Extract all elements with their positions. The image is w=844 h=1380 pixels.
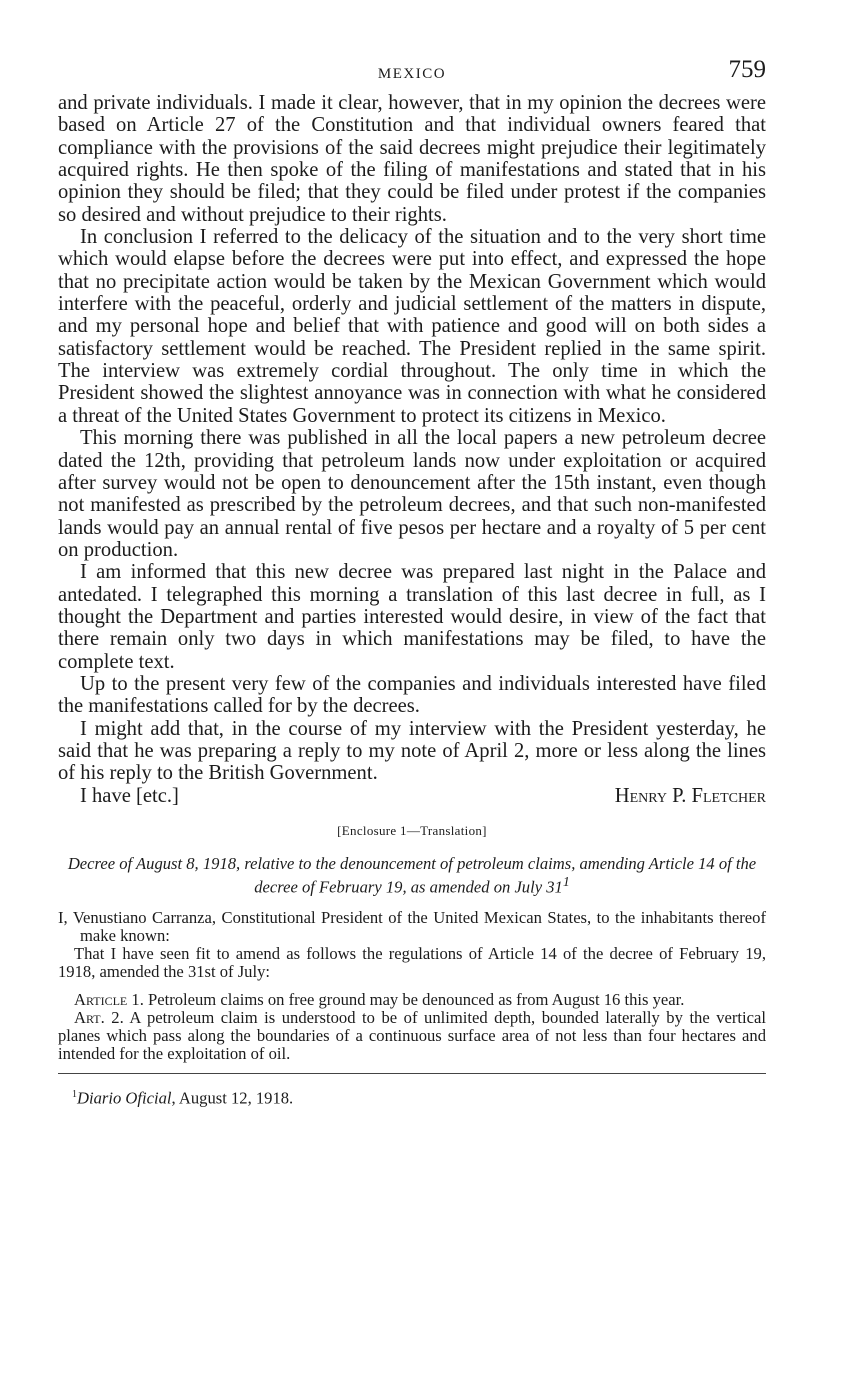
document-page bbox=[58, 56, 766, 1107]
letter-paragraph: and private individuals. I made it clear, however, that in my opinion the decrees were based on Article 27 of the Constitution and that individual owners feared that compliance with the provisions of the said decrees might prejudice their legitimately acquired rights. He then spoke of the filing of manifestations and stated that in his opinion they should be filed; that they could be filed under protest if the companies so desired and without prejudice to their rights. bbox=[58, 92, 766, 226]
footnote bbox=[58, 1086, 766, 1108]
article-label: Art. bbox=[74, 1007, 105, 1027]
letter-paragraph: This morning there was published in all the local papers a new petroleum decree dated the 12th, providing that petroleum lands now under exploitation or acquired after survey would not be open to denouncement after the 15th instant, even though not manifested as prescribed by the petroleum decrees, and that such non-manifested lands would pay an annual rental of five pesos per hectare and a royalty of 5 per cent on production. bbox=[58, 427, 766, 561]
footnote-reference: 1 bbox=[562, 874, 570, 889]
decree-title bbox=[58, 855, 766, 897]
decree-article-1 bbox=[58, 991, 766, 1009]
decree-article-2 bbox=[58, 1009, 766, 1063]
letter-closing bbox=[58, 785, 766, 807]
letter-paragraph: I am informed that this new decree was prepared last night in the Palace and antedated. I telegraphed this morning a translation of this last decree in full, as I thought the Department and parties interested would desire, in view of the fact that there remain only two days in which manifestations may be filed, to have the complete text. bbox=[58, 561, 766, 673]
running-title: MEXICO bbox=[377, 66, 447, 82]
decree-title-text: Decree of August 8, 1918, relative to the denouncement of petroleum claims, amending Article 14 of the decree of February 19, as amended on July 31 bbox=[67, 854, 757, 897]
signature: Henry P. Fletcher bbox=[614, 784, 766, 807]
article-text: 1. Petroleum claims on free ground may be denounced as from August 16 this year. bbox=[127, 989, 685, 1009]
article-label: Article bbox=[74, 989, 128, 1009]
page-number: 759 bbox=[728, 56, 766, 83]
running-head bbox=[58, 56, 766, 90]
letter-paragraph: I might add that, in the course of my interview with the President yesterday, he said that he was preparing a reply to my note of April 2, more or less along the lines of his reply to the British Government. bbox=[58, 717, 766, 785]
footnote-mark: 1 bbox=[72, 1088, 77, 1100]
decree-preamble: I, Venustiano Carranza, Constitutional President of the United Mexican States, to the inhabitants thereof make known: bbox=[58, 907, 766, 945]
letter-paragraph: Up to the present very few of the companies and individuals interested have filed the manifestations called for by the decrees. bbox=[58, 672, 766, 718]
article-text: 2. A petroleum claim is understood to be of unlimited depth, bounded laterally by the vertical planes which pass along the boundaries of a continuous surface area of not less than four hectares and intended for the exploitation of oil. bbox=[58, 1007, 766, 1063]
decree-preamble-continuation: That I have seen fit to amend as follows the regulations of Article 14 of the decree of February 19, 1918, amended the 31st of July: bbox=[58, 943, 766, 981]
footnote-divider bbox=[58, 1073, 766, 1074]
enclosure-heading: [Enclosure 1—Translation] bbox=[337, 823, 487, 838]
footnote-source: Diario Oficial bbox=[77, 1088, 172, 1108]
letter-paragraph: In conclusion I referred to the delicacy of the situation and to the very short time which would elapse before the decrees were put into effect, and expressed the hope that no precipitate action would be taken by the Mexican Government which would interfere with the peaceful, orderly and judicial settlement of the matters in dispute, and my personal hope and belief that with patience and good will on both sides a satisfactory settlement would be reached. The President replied in the same spirit. The interview was extremely cordial throughout. The only time in which the President showed the slightest annoyance was in connection with what he considered a threat of the United States Government to protect its citizens in Mexico. bbox=[58, 226, 766, 427]
closing-formula: I have [etc.] bbox=[80, 784, 179, 807]
footnote-date: , August 12, 1918. bbox=[171, 1088, 294, 1108]
